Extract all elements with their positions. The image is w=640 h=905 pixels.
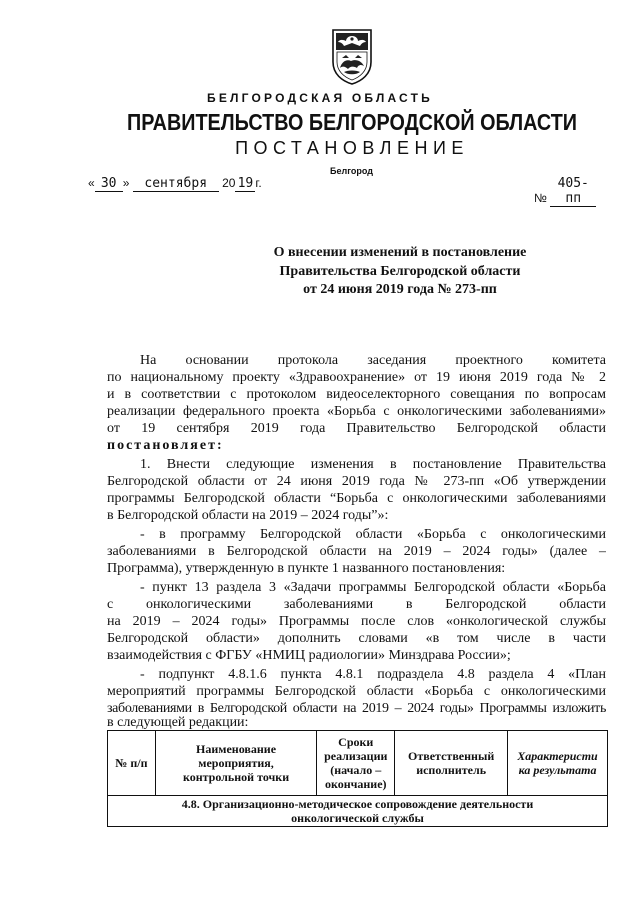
header-cell-name — [155, 731, 316, 796]
document-date — [88, 176, 262, 192]
title-line: О внесении изменений в постановление — [273, 245, 527, 260]
header-cell-text: Сроки реализации (начало – окончание) — [324, 735, 388, 791]
body-line: от 19 сентября 2019 года Правительство Белгородской области — [107, 421, 606, 436]
city-name: Белгород — [330, 166, 373, 176]
date-year-prefix: 20 — [222, 176, 236, 190]
number-label: № — [534, 191, 547, 205]
body-line: На основании протокола заседания проектного комитета — [140, 353, 606, 368]
table-header-row — [108, 731, 608, 796]
body-line: заболеваниями в Белгородской области на 2019 – 2024 годы» Программы изложить — [107, 701, 606, 716]
date-year-suffix: 19 — [235, 176, 255, 192]
header-cell-number — [108, 731, 156, 796]
body-line: - в программу Белгородской области «Борьба с онкологическими — [140, 527, 606, 542]
section-cell — [108, 796, 608, 827]
document-number — [534, 176, 596, 207]
document-type: ПОСТАНОВЛЕНИЕ — [235, 138, 469, 158]
body-line: Белгородской области от 24 июня 2019 года № 273-пп «Об утверждении — [107, 474, 606, 489]
header-cell-text: Характеристи ка результата — [517, 749, 598, 777]
body-line: в Белгородской области на 2019 – 2024 годы”»: — [107, 508, 389, 523]
coat-of-arms-emblem-icon — [330, 28, 374, 86]
date-year-unit: г. — [255, 176, 262, 190]
header-cell-text: № п/п — [115, 756, 148, 770]
body-line: по национальному проекту «Здравоохранение» от 19 июня 2019 года № 2 — [107, 370, 606, 385]
body-line: - пункт 13 раздела 3 «Задачи программы Белгородской области «Борьба — [140, 580, 606, 595]
body-line: взаимодействия с ФГБУ «НМИЦ радиологии» Минздрава России»; — [107, 648, 511, 663]
number-value: 405-пп — [550, 176, 596, 207]
date-open-quote: « — [88, 176, 95, 190]
body-line: и в соответствии с протоколом видеоселекторного совещания по вопросам — [107, 387, 606, 402]
region-name: БЕЛГОРОДСКАЯ ОБЛАСТЬ — [207, 91, 433, 105]
government-title-text: ПРАВИТЕЛЬСТВО БЕЛГОРОДСКОЙ ОБЛАСТИ — [127, 109, 577, 135]
body-line: в следующей редакции: — [107, 715, 249, 730]
body-line: 1. Внести следующие изменения в постановление Правительства — [140, 457, 606, 472]
body-line: программы Белгородской области “Борьба с онкологическими заболеваниями — [107, 491, 606, 506]
header-cell-text: Наименование мероприятия, контрольной точки — [182, 742, 290, 784]
section-cell-text: 4.8. Организационно-методическое сопровождение деятельности онкологической службы — [181, 797, 534, 825]
date-close-quote: » — [122, 176, 130, 190]
plan-table — [107, 730, 608, 827]
body-line: с онкологическими заболеваниями в Белгородской области — [107, 597, 606, 612]
body-line: мероприятий программы Белгородской области «Борьба с онкологическими — [107, 684, 606, 699]
body-line: реализации федерального проекта «Борьба с онкологическими заболеваниями» — [107, 404, 606, 419]
document-title — [200, 244, 600, 300]
body-line: на 2019 – 2024 годы» Программы после слов «онкологической службы — [107, 614, 606, 629]
body-line-decree: постановляет: — [107, 438, 224, 453]
date-month: сентября — [133, 176, 219, 192]
government-title — [49, 109, 599, 136]
body-line: Белгородской области» дополнить словами «в том числе в части — [107, 631, 606, 646]
header-cell-result — [508, 731, 608, 796]
body-line: Программа), утвержденную в пункте 1 названного постановления: — [107, 561, 506, 576]
title-line: от 24 июня 2019 года № 273-пп — [303, 282, 497, 297]
body-line: - подпункт 4.8.1.6 пункта 4.8.1 подраздела 4.8 раздела 4 «План — [140, 667, 606, 682]
header-cell-terms — [317, 731, 395, 796]
title-line: Правительства Белгородской области — [279, 263, 521, 279]
body-line: заболеваниями в Белгородской области на 2019 – 2024 годы» (далее – — [107, 544, 606, 559]
header-cell-text: Ответственный исполнитель — [408, 749, 495, 777]
header-cell-executor — [395, 731, 508, 796]
table-row — [108, 796, 608, 827]
date-day: 30 — [95, 176, 123, 192]
